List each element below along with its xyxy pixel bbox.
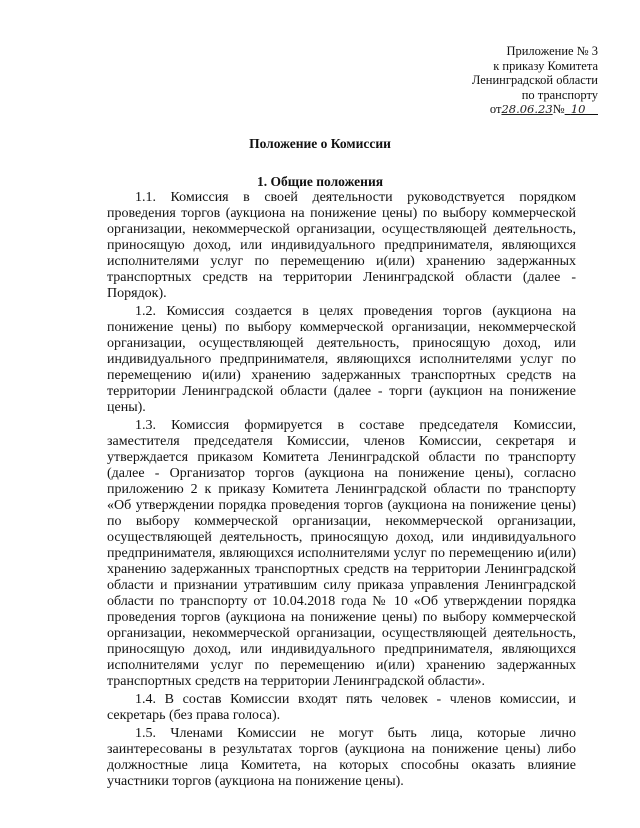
paragraph-1-4: 1.4. В состав Комиссии входят пять человек - членов комиссии, и секретарь (без права голоса). — [107, 692, 576, 723]
paragraph-1-5: 1.5. Членами Комиссии не могут быть лица, которые лично заинтересованы в результатах торгов (аукциона на понижение цены) либо должностные лица Комитета, на которых способны оказать влияние участники торгов (аукциона на понижение цены). — [107, 726, 576, 789]
paragraph-1-1: 1.1. Комиссия в своей деятельности руководствуется порядком проведения торгов (аукциона на понижение цены) по выбору коммерческой организации, некоммерческой организации, осуществляющей деятельность, приносящую доход, или индивидуального предпринимателя, являющихся исполнителями услуг по перемещению и(или) хранению задержанных транспортных средств на территории Ленинградской области (далее - Порядок). — [107, 190, 576, 301]
number-field — [565, 102, 598, 116]
appendix-line-1: Приложение № 3 — [506, 44, 598, 58]
section-heading: 1. Общие положения — [256, 174, 384, 189]
number-prefix: № — [552, 102, 565, 117]
handwritten-number: 10 — [570, 102, 586, 117]
appendix-line-3: Ленинградской области — [471, 73, 598, 88]
handwritten-date: 28.06.23 — [501, 102, 553, 117]
paragraph-1-2: 1.2. Комиссия создается в целях проведения торгов (аукциона на понижение цены) по выбору коммерческой организации, некоммерческой организации, осуществляющей деятельность, приносящую доход, или индивидуального предпринимателя, являющихся исполнителями услуг по перемещению и(или) хранению задержанных транспортных средств на территории Ленинградской области (далее - торги (аукцион на понижение цены). — [107, 304, 576, 415]
appendix-header — [472, 44, 598, 117]
appendix-line-4: по транспорту — [521, 87, 598, 102]
paragraph-1-3: 1.3. Комиссия формируется в составе председателя Комиссии, заместителя председателя Комиссии, членов Комиссии, секретаря и утверждается приказом Комитета Ленинградской области по транспорту (далее - Организатор торгов (аукциона на понижение цены), согласно приложению 2 к приказу Комитета Ленинградской области по транспорту «Об утверждении порядка проведения торгов (аукциона на понижение цены) по выбору коммерческой организации, некоммерческой организации, осуществляющей деятельность, приносящую доход, или индивидуального предпринимателя, являющихся исполнителями услуг по перемещению и(или) хранению задержанных транспортных средств на территории Ленинградской области и признании утратившим силу приказа управления Ленинградской области по транспорту от 10.04.2018 года № 10 «Об утверждении порядка проведения торгов (аукциона на понижение цены) по выбору коммерческой организации, некоммерческой организации, осуществляющей деятельность, приносящую доход, или индивидуального предпринимателя, являющихся исполнителями услуг по перемещению и(или) хранению задержанных транспортных средств на территории Ленинградской области». — [107, 418, 576, 689]
section-body — [107, 190, 576, 792]
date-prefix: от — [489, 102, 502, 117]
appendix-line-2: к приказу Комитета — [493, 58, 598, 73]
document-title: Положение о Комиссии — [249, 136, 391, 151]
appendix-date-line — [472, 102, 598, 117]
